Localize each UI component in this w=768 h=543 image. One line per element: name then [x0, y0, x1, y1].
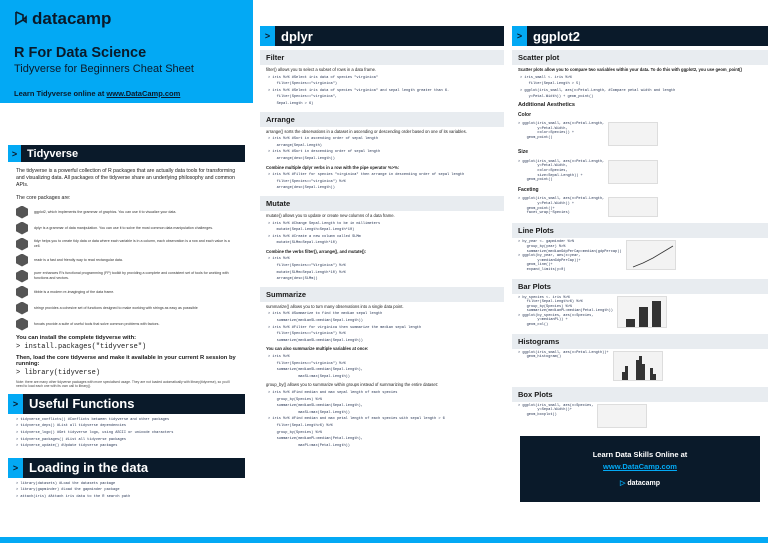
facet-example	[512, 195, 768, 219]
code-line: geom_point()	[518, 178, 553, 183]
filter-desc: filter() allows you to select a subset of rows in a data frame.	[266, 67, 377, 72]
chevron-right-icon: >	[8, 394, 23, 414]
code-line: y=Petal.Width,	[518, 126, 568, 131]
size-example	[512, 158, 768, 186]
bar-columns-icon	[618, 297, 668, 329]
code-line: > ggplot(iris_small, aes(x=Petal.Length,	[518, 159, 605, 164]
facet-code	[518, 197, 604, 215]
code-line: geom_histogram()	[518, 355, 562, 360]
code-line: group_by(Species) %>%	[518, 304, 572, 309]
line-subheading: Line Plots	[512, 223, 768, 238]
code-line: geom_line()+	[518, 263, 553, 268]
code-line: > iris %>% #Find median and max sepal length of each species	[268, 390, 398, 395]
bar-code	[518, 296, 613, 328]
logo-text: datacamp	[32, 9, 112, 28]
readr-hex-icon	[16, 254, 28, 267]
histogram-bars-icon	[614, 352, 664, 382]
code-line: color=Species,	[518, 168, 568, 173]
core-packages-title: The core packages are:	[16, 195, 71, 201]
code-line: maxSL=max(Sepal.Length))	[268, 410, 350, 415]
code-line: y=medianGdpPerCap))+	[518, 258, 581, 263]
code-line: summarize(medianSL=median(Sepal.Length))	[268, 338, 363, 343]
code-line: geom_boxplot()	[518, 412, 557, 417]
code-line: summarize(medianPL=median(Petal.Length),	[268, 437, 363, 442]
box-code	[518, 404, 593, 418]
code-line: arrange(desc(Sepal.Length))	[268, 186, 335, 191]
datacamp-logo[interactable]	[14, 9, 239, 29]
code-line: > ggplot(by_species, aes(x=Species,	[518, 313, 594, 318]
code-line: group_by(year) %>%	[518, 244, 566, 249]
code-line: > iris %>% #Filter for virginica then summarize the median sepal length	[268, 325, 422, 330]
datacamp-logo-icon	[14, 11, 28, 27]
purrr-hex-icon	[16, 270, 28, 283]
code-line: mutate(Sepal.Length=Sepal.Length*10)	[268, 228, 355, 233]
code-line: > iris %>% #Create a new column called SLMm	[268, 234, 361, 239]
code-line: filter(Sepal.Length > 5)	[520, 82, 581, 87]
code-line: > attach(iris) #Attach iris data to the R search path	[16, 494, 131, 499]
scatter-desc: Scatter plots allow you to compare two variables within your data. To do this with ggplot2, you use geom_point()	[518, 67, 742, 72]
code-line: > library(gapminder) #Load the gapminder package	[16, 488, 120, 493]
code-line: > tidyverse_deps() #List all tidyverse dependencies	[16, 424, 126, 429]
load-code: > library(tidyverse)	[16, 369, 101, 377]
tidyr-hex-icon	[16, 238, 28, 251]
code-line: Sepal.Length > 6)	[268, 101, 314, 106]
code-line: maxSL=max(Sepal.Length))	[268, 374, 350, 379]
package-item: purrr enhances R's functional programming (FP) toolkit by providing a complete and consistent set of tools for working with functions and vectors.	[8, 268, 245, 284]
arrange-desc: arrange() sorts the observations in a dataset in ascending or descending order based on one of its variables.	[266, 128, 467, 134]
code-line: filter(Species=="virginica",	[268, 95, 338, 100]
code-line: > by_year <- gapminder %>%	[518, 240, 575, 245]
code-line: size=Sepal.Length)) +	[518, 173, 583, 178]
color-example	[512, 120, 768, 148]
ggplot2-hex-icon	[16, 206, 28, 219]
histogram-thumbnail	[613, 351, 663, 381]
summarize-desc: summarize() allows you to turn many observations into a single data point.	[266, 303, 404, 309]
code-line: geom_point()	[518, 135, 553, 140]
code-line: filter(Species=="virginica") %>%	[268, 361, 346, 366]
tibble-hex-icon	[16, 286, 28, 299]
code-line: > iris %>% #Find median and max petal length of each species with sepal length > 6	[268, 417, 445, 422]
tidyverse-section	[0, 145, 253, 391]
useful-functions-heading: > Useful Functions	[8, 394, 245, 414]
code-line: > ggplot(by_year, aes(x=year,	[518, 254, 581, 259]
code-line: summarize(medianGdpPerCap=median(gdpPercap))	[518, 249, 622, 254]
boxplot-thumbnail	[597, 404, 647, 428]
additional-aesthetics-title: Additional Aesthetics	[518, 101, 575, 108]
useful-functions-section	[0, 394, 253, 450]
chevron-right-icon: >	[512, 26, 527, 46]
code-line: > tidyverse_packages() #List all tidyverse packages	[16, 437, 126, 442]
code-line: > iris %>% #Sort in ascending order of sepal length	[268, 137, 378, 142]
code-line: y=Petal.Width)) + geom_point()	[520, 95, 594, 100]
code-line: color=Species)) +	[518, 131, 575, 136]
arrange-subheading: Arrange	[260, 112, 504, 127]
loading-data-section	[0, 458, 253, 501]
code-line: arrange(desc(Sepal.Length))	[268, 156, 335, 161]
footer-logo[interactable]: ▷ datacamp	[619, 480, 661, 488]
ggplot2-heading: > ggplot2	[512, 26, 768, 46]
code-line: geom_point()+	[518, 206, 555, 211]
page-title: R For Data Science	[14, 45, 147, 61]
mutate-subheading: Mutate	[260, 196, 504, 211]
line-example	[512, 238, 768, 274]
facet-title: Faceting	[518, 186, 539, 193]
box-example	[512, 402, 768, 430]
bar-plot-thumbnail	[617, 296, 667, 328]
code-line: arrange(Sepal.Length)	[268, 143, 322, 148]
code-line: y=Petal.Width,	[518, 164, 568, 169]
code-line: group_by(Species) %>%	[268, 397, 322, 402]
code-line: mutate(SLMm=Sepal.Length*10) %>%	[268, 270, 346, 275]
summarize-desc-3: group_by() allows you to summarize within groups instead of summarizing the entire dataset:	[266, 382, 439, 388]
code-line: filter(Species=="virginica")	[268, 82, 338, 87]
load-text: Then, load the core tidyverse and make it available in your current R session by running:	[16, 355, 236, 367]
footer-promo	[520, 436, 760, 502]
chevron-right-icon: >	[8, 458, 23, 478]
package-item: forcats provide a suite of useful tools that solve common problems with factors.	[8, 316, 245, 332]
code-line: > iris %>% #Select iris data of species "virginica" and sepal length greater than 6.	[268, 88, 450, 93]
code-line: > tidyverse_update() #Update tidyverse packages	[16, 444, 118, 449]
code-line: > iris_small <- iris %>%	[520, 75, 572, 80]
code-line: > ggplot(iris_small, aes(x=Species,	[518, 403, 594, 408]
line-curve-icon	[627, 241, 677, 271]
size-title: Size	[518, 149, 529, 156]
loading-data-heading: > Loading in the data	[8, 458, 245, 478]
code-line: summarize(medianPL=median(Petal.Length))	[518, 309, 613, 314]
install-text: You can install the complete tidyverse with:	[16, 335, 137, 341]
code-line: filter(Sepal.Length>6) %>%	[268, 423, 333, 428]
facet-scatter-thumbnail	[608, 197, 658, 217]
ggplot2-column	[512, 26, 768, 502]
code-line: > ggplot(iris_small, aes(x=Petal.Length))+	[518, 350, 609, 355]
histogram-subheading: Histograms	[512, 334, 768, 349]
line-code	[518, 240, 622, 272]
useful-functions-code	[8, 414, 245, 450]
forcats-hex-icon	[16, 318, 28, 331]
scatter-subheading: Scatter plot	[512, 50, 768, 65]
learn-link[interactable]: www.DataCamp.com	[106, 89, 181, 98]
tidyverse-intro: The tidyverse is a powerful collection of R packages that are actually data tools for transforming and visualizing data. All packages of the tidyverse share an underlying philosophy and common APIs.	[16, 168, 236, 188]
color-code	[518, 122, 604, 140]
code-line: y=Petal.Width)) +	[518, 201, 575, 206]
dplyr-heading: > dplyr	[260, 26, 504, 46]
code-line: > iris %>% #Filter for species "virginica" then arrange in descending order of sepal length	[268, 173, 465, 178]
code-line: > iris %>%	[268, 355, 290, 359]
code-line: mutate(SLMm=Sepal.Length*10)	[268, 241, 338, 246]
code-line: geom_col()	[518, 323, 549, 328]
code-line: facet_wrap(~Species)	[518, 211, 570, 216]
code-line: > by_species <- iris %>%	[518, 295, 570, 300]
code-line: arrange(desc(SLMm))	[268, 277, 318, 282]
size-scatter-thumbnail	[608, 160, 658, 184]
mutate-desc: mutate() allows you to update or create new columns of a data frame.	[266, 212, 395, 218]
summarize-desc-2: You can also summarize multiple variables at once:	[266, 346, 369, 352]
code-line: > iris %>%	[268, 257, 290, 262]
bottom-accent-bar	[0, 537, 768, 543]
code-line: > iris %>% #Summarize to find the median sepal length	[268, 312, 383, 317]
code-line: summarize(medianSL=median(Sepal.Length))	[268, 319, 363, 324]
datacamp-footer-icon: ▷	[619, 480, 626, 488]
line-plot-thumbnail	[626, 240, 676, 270]
code-line: summarize(medianSL=median(Sepal.Length),	[268, 404, 363, 409]
code-line: > iris %>% #Change Sepal.Length to be in millimeters	[268, 221, 381, 226]
code-line: > tidyverse_logo() #Get tidyverse logo, using ASCII or unicode characters	[16, 431, 174, 435]
learn-online-text: Learn Tidyverse online at www.DataCamp.com	[14, 89, 181, 98]
histogram-code	[518, 351, 609, 360]
code-line: filter(Sepal.Length>6) %>%	[518, 300, 583, 305]
stringr-hex-icon	[16, 302, 28, 315]
left-column	[0, 0, 253, 543]
summarize-subheading: Summarize	[260, 287, 504, 302]
page-subtitle: Tidyverse for Beginners Cheat Sheet	[14, 63, 194, 75]
histogram-example	[512, 349, 768, 383]
color-title: Color	[518, 111, 532, 118]
code-line: y=Sepal.Width))+	[518, 408, 572, 413]
package-item: dplyr is a grammar of data manipulation. You can use it to solve the most common data manipulation challenges.	[8, 220, 245, 236]
package-item: tidyr helps you to create tidy data or data where each variable is in a column, each observation is a row and each value is a cell.	[8, 236, 245, 252]
code-line: > ggplot(iris_small, aes(x=Petal.Length,	[518, 122, 605, 127]
dplyr-hex-icon	[16, 222, 28, 235]
code-line: > iris %>% #Sort in descending order of sepal length	[268, 150, 381, 155]
code-line: > ggplot(iris_small, aes(x=Petal.Length, #Compare petal width and length	[520, 88, 676, 93]
code-line: maxPL=max(Petal.Length))	[268, 443, 350, 448]
package-item: ggplot2, which implements the grammar of graphics. You can use it to visualize your data.	[8, 204, 245, 220]
arrange-desc-2: Combine multiple dplyr verbs in a row with the pipe operator %>%:	[266, 164, 400, 170]
loading-data-code	[8, 478, 245, 501]
box-subheading: Box Plots	[512, 387, 768, 402]
bar-subheading: Bar Plots	[512, 279, 768, 294]
code-line: > iris %>% #Select iris data of species "virginica"	[268, 75, 378, 80]
size-code	[518, 160, 604, 183]
package-list	[8, 204, 245, 332]
chevron-right-icon: >	[260, 26, 275, 46]
filter-subheading: Filter	[260, 50, 504, 65]
code-line: y=medianPL)) +	[518, 318, 568, 323]
dplyr-column	[260, 26, 504, 449]
code-line: filter(Species=="virginica") %>%	[268, 179, 346, 184]
code-line: expand_limits(y=0)	[518, 267, 566, 272]
code-line: summarize(medianSL=median(Sepal.Length),	[268, 368, 363, 373]
footer-link[interactable]: www.DataCamp.com	[603, 462, 677, 472]
package-item: stringr provides a cohesive set of functions designed to make working with strings as easy as posssible	[8, 300, 245, 316]
tidyverse-heading: > Tidyverse	[8, 145, 245, 162]
tidyverse-note: Note: there are many other tidyverse packages with more specialised usage. They are not loaded automatically with library(tidyverse), so you'll need to load each one with its own call to library().	[16, 380, 230, 389]
footer-text: Learn Data Skills Online at	[592, 450, 688, 460]
bar-example	[512, 294, 768, 330]
mutate-desc-2: Combine the verbs filter(), arrange(), and mutate():	[266, 248, 367, 254]
chevron-right-icon: >	[8, 145, 21, 162]
code-line: filter(Species=="Virginica") %>%	[268, 264, 346, 269]
color-scatter-thumbnail	[608, 122, 658, 146]
package-item: tibble is a modern re-imaginging of the data frame.	[8, 284, 245, 300]
code-line: > tidyverse_conflicts() #Conflicts between tidyverse and other packages	[16, 417, 170, 422]
code-line: > library(datasets) #Load the datasets package	[16, 481, 116, 486]
code-line: group_by(Species) %>%	[268, 430, 322, 435]
install-code: > install.packages("tidyverse")	[16, 343, 147, 351]
hero-banner	[0, 0, 253, 103]
code-line: > ggplot(iris_small, aes(x=Petal.Length,	[518, 197, 605, 202]
package-item: readr is a fast and friendly way to read rectangular data.	[8, 252, 245, 268]
code-line: filter(Species=="virginica") %>%	[268, 332, 346, 337]
